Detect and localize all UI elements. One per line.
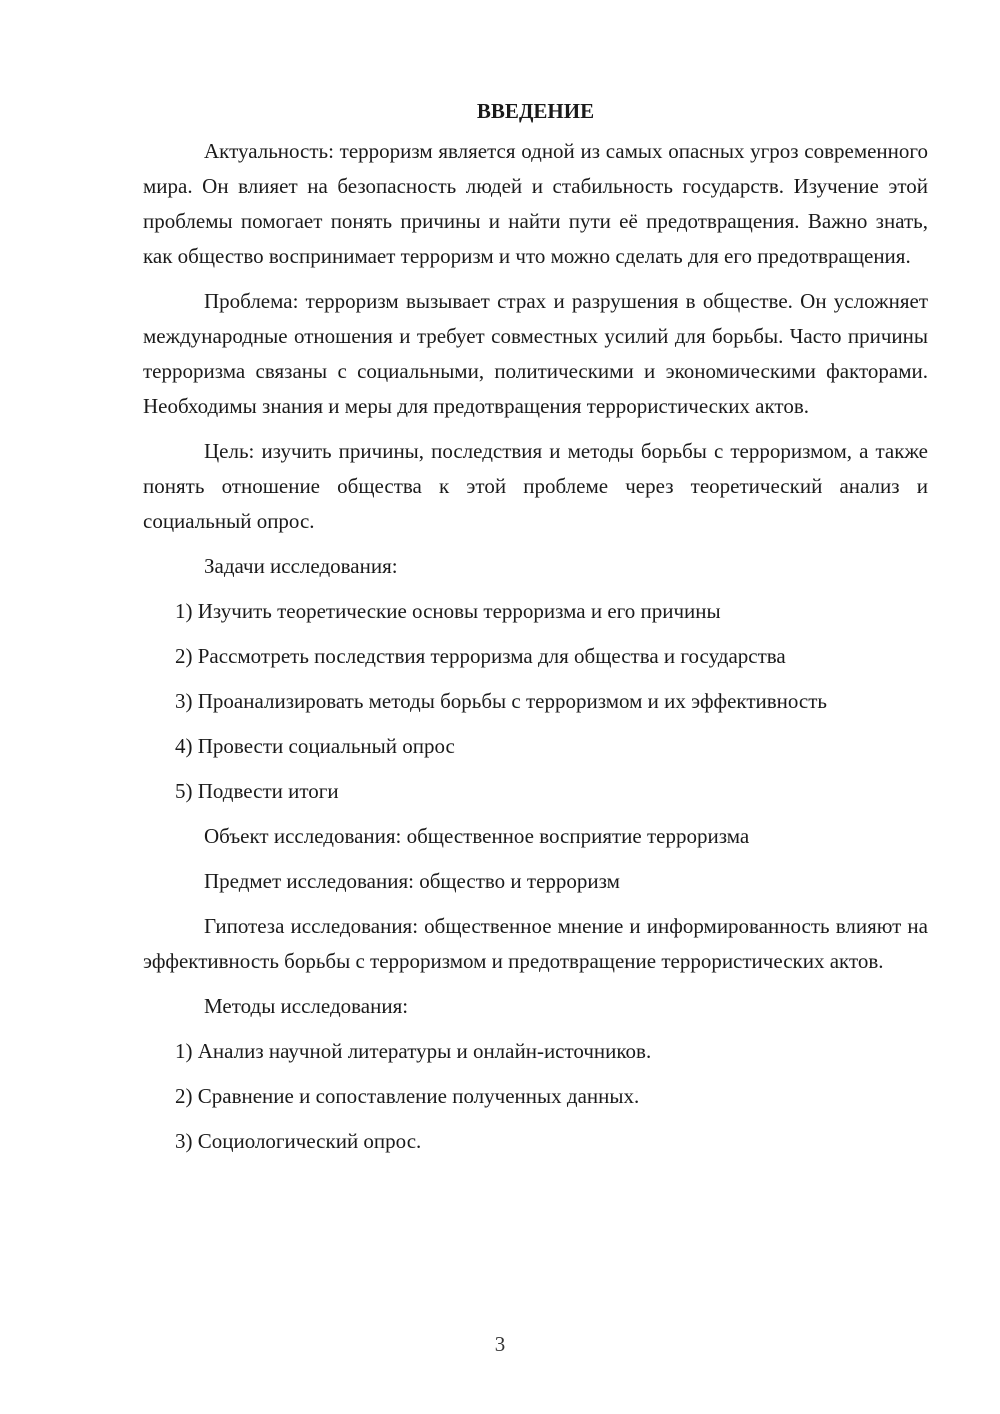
problem-paragraph: Проблема: терроризм вызывает страх и разрушения в обществе. Он усложняет международные отношения и требует совместных усилий для борьбы. Часто причины терроризма связаны с социальными, политическими и экономическими факторами. Необходимы знания и меры для предотвращения террористических актов.: [143, 289, 928, 418]
task-item: 5) Подвести итоги: [175, 779, 339, 803]
document-page: [143, 96, 928, 1169]
method-item: 2) Сравнение и сопоставление полученных данных.: [175, 1084, 640, 1108]
goal-paragraph: Цель: изучить причины, последствия и методы борьбы с терроризмом, а также понять отношение общества к этой проблеме через теоретический анализ и социальный опрос.: [143, 439, 928, 533]
task-item: 1) Изучить теоретические основы терроризма и его причины: [175, 599, 721, 623]
section-title: ВВЕДЕНИЕ: [476, 99, 595, 123]
task-item: 4) Провести социальный опрос: [175, 734, 455, 758]
page-number: 3: [494, 1332, 506, 1356]
methods-heading: Методы исследования:: [204, 994, 409, 1018]
task-item: 3) Проанализировать методы борьбы с терроризмом и их эффективность: [175, 689, 828, 713]
method-item: 3) Социологический опрос.: [175, 1129, 422, 1153]
subject-paragraph: Предмет исследования: общество и терроризм: [204, 869, 620, 893]
tasks-heading: Задачи исследования:: [204, 554, 398, 578]
relevance-paragraph: Актуальность: терроризм является одной из самых опасных угроз современного мира. Он влияет на безопасность людей и стабильность государств. Изучение этой проблемы помогает понять причины и найти пути её предотвращения. Важно знать, как общество воспринимает терроризм и что можно сделать для его предотвращения.: [143, 139, 928, 268]
object-paragraph: Объект исследования: общественное восприятие терроризма: [204, 824, 750, 848]
task-item: 2) Рассмотреть последствия терроризма для общества и государства: [175, 644, 786, 668]
method-item: 1) Анализ научной литературы и онлайн-источников.: [175, 1039, 652, 1063]
hypothesis-paragraph: Гипотеза исследования: общественное мнение и информированность влияют на эффективность борьбы с терроризмом и предотвращение террористических актов.: [143, 914, 928, 973]
